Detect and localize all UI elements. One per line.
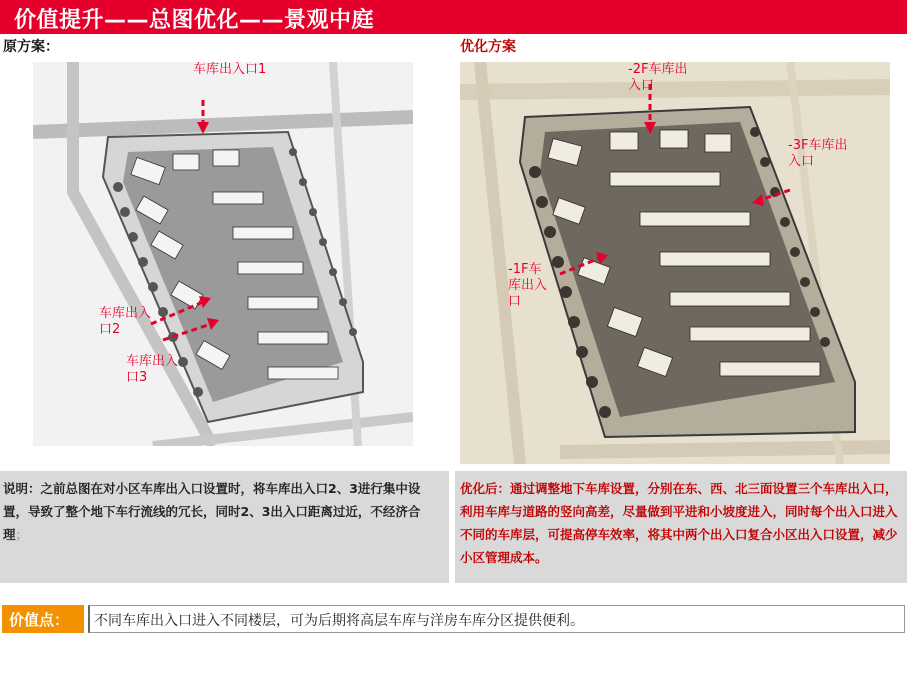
original-plan-label: 原方案： xyxy=(3,39,59,55)
page-title: 价值提升——总图优化——景观中庭 xyxy=(14,8,375,33)
entrance-2-label: 车库出入口2 xyxy=(99,306,152,337)
value-point-text: 不同车库出入口进入不同楼层，可为后期将高层车库与洋房车库分区提供便利。 xyxy=(94,612,584,628)
original-site-plan-drawing xyxy=(33,62,413,446)
value-point-box xyxy=(88,605,905,633)
optimized-plan-label: 优化方案 xyxy=(460,39,516,55)
optimized-plan-description-text: 优化后：通过调整地下车库设置，分别在东、西、北三面设置三个车库出入口，利用车库与道路的竖向高差，尽量做到平进和小坡度进入，同时每个出入口进入不同的车库层，可提高停车效率，将其中两个出入口复合小区出入口设置，减少小区管理成本。 xyxy=(460,481,898,565)
minus-3f-entrance-label: -3F车库出入口 xyxy=(788,138,848,169)
original-site-plan xyxy=(33,62,413,446)
optimized-plan-description xyxy=(455,471,907,583)
title-bar xyxy=(0,0,907,34)
description-tail: ； xyxy=(15,527,29,542)
original-plan-description-text: 说明：之前总图在对小区车库出入口设置时，将车库出入口2、3进行集中设置，导致了整个地下车行流线的冗长，同时2、3出入口距离过近，不经济合理 xyxy=(3,481,421,542)
entrance-1-label: 车库出入口1 xyxy=(193,62,267,77)
minus-1f-entrance-label: -1F车库出入口 xyxy=(508,262,548,309)
minus-2f-entrance-label: -2F车库出入口 xyxy=(628,62,688,93)
entrance-3-label: 车库出入口3 xyxy=(126,354,179,385)
original-plan-description xyxy=(0,471,449,583)
value-point-badge xyxy=(2,605,84,633)
optimized-site-plan xyxy=(460,62,890,464)
value-point-label: 价值点： xyxy=(9,611,70,629)
